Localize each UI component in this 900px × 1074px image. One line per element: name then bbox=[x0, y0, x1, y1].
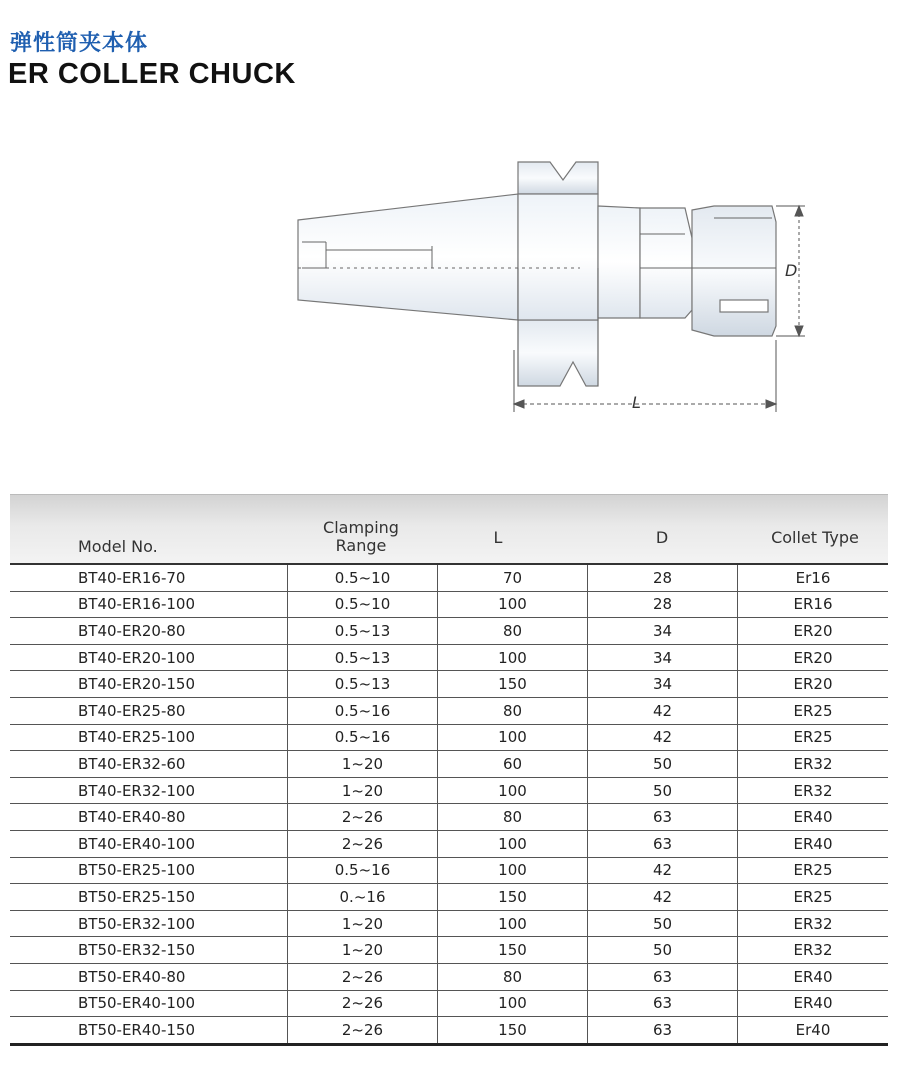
cell-collet-type: ER25 bbox=[737, 884, 888, 910]
cell-d: 28 bbox=[587, 592, 737, 618]
header-clamping-line1: Clamping bbox=[323, 518, 399, 537]
cell-clamping-range: 1~20 bbox=[287, 911, 437, 937]
header-d: D bbox=[655, 528, 669, 547]
cell-clamping-range: 2~26 bbox=[287, 991, 437, 1017]
cell-d: 50 bbox=[587, 937, 737, 963]
cell-d: 34 bbox=[587, 671, 737, 697]
cell-model: BT40-ER25-80 bbox=[78, 701, 186, 720]
table-row bbox=[10, 618, 888, 645]
table-row bbox=[10, 964, 888, 991]
table-row bbox=[10, 858, 888, 885]
chuck-drawing bbox=[280, 150, 820, 430]
cell-clamping-range: 1~20 bbox=[287, 751, 437, 777]
cell-model: BT40-ER20-80 bbox=[78, 621, 186, 640]
cell-collet-type: ER32 bbox=[737, 937, 888, 963]
cell-model: BT50-ER32-100 bbox=[78, 914, 195, 933]
cell-l: 100 bbox=[437, 831, 587, 857]
cell-l: 100 bbox=[437, 778, 587, 804]
cell-clamping-range: 0.5~13 bbox=[287, 645, 437, 671]
table-row bbox=[10, 725, 888, 752]
label-l: L bbox=[632, 393, 641, 412]
cell-d: 63 bbox=[587, 804, 737, 830]
cell-collet-type: ER25 bbox=[737, 698, 888, 724]
table-row bbox=[10, 645, 888, 672]
cell-clamping-range: 1~20 bbox=[287, 937, 437, 963]
cell-collet-type: ER40 bbox=[737, 964, 888, 990]
cell-model: BT50-ER25-150 bbox=[78, 887, 195, 906]
cell-l: 150 bbox=[437, 884, 587, 910]
table-row bbox=[10, 778, 888, 805]
cell-clamping-range: 2~26 bbox=[287, 831, 437, 857]
cell-model: BT50-ER40-100 bbox=[78, 994, 195, 1013]
cell-collet-type: ER32 bbox=[737, 911, 888, 937]
cell-model: BT40-ER20-100 bbox=[78, 648, 195, 667]
cell-l: 150 bbox=[437, 1017, 587, 1043]
cell-d: 34 bbox=[587, 618, 737, 644]
cell-model: BT50-ER32-150 bbox=[78, 941, 195, 960]
cell-model: BT40-ER32-60 bbox=[78, 754, 186, 773]
cell-collet-type: ER40 bbox=[737, 831, 888, 857]
cell-collet-type: ER20 bbox=[737, 671, 888, 697]
cell-d: 50 bbox=[587, 911, 737, 937]
cell-d: 42 bbox=[587, 858, 737, 884]
header-clamping-range bbox=[300, 519, 422, 555]
cell-l: 100 bbox=[437, 592, 587, 618]
cell-l: 70 bbox=[437, 565, 587, 591]
cell-collet-type: Er16 bbox=[737, 565, 888, 591]
table-row bbox=[10, 698, 888, 725]
cell-l: 100 bbox=[437, 911, 587, 937]
table-row bbox=[10, 911, 888, 938]
cell-clamping-range: 2~26 bbox=[287, 1017, 437, 1043]
header-l: L bbox=[493, 528, 503, 547]
cell-d: 63 bbox=[587, 1017, 737, 1043]
cell-l: 150 bbox=[437, 937, 587, 963]
cell-l: 80 bbox=[437, 698, 587, 724]
cell-d: 28 bbox=[587, 565, 737, 591]
table-header bbox=[10, 494, 888, 565]
table-row bbox=[10, 751, 888, 778]
table-row bbox=[10, 804, 888, 831]
cell-l: 150 bbox=[437, 671, 587, 697]
cell-model: BT40-ER40-100 bbox=[78, 834, 195, 853]
cell-model: BT40-ER16-70 bbox=[78, 568, 186, 587]
cell-d: 42 bbox=[587, 884, 737, 910]
cell-d: 42 bbox=[587, 725, 737, 751]
cell-clamping-range: 2~26 bbox=[287, 804, 437, 830]
cell-clamping-range: 0.5~10 bbox=[287, 592, 437, 618]
table-row bbox=[10, 831, 888, 858]
cell-model: BT50-ER40-80 bbox=[78, 967, 186, 986]
table-row bbox=[10, 991, 888, 1018]
cell-collet-type: Er40 bbox=[737, 1017, 888, 1043]
cell-collet-type: ER25 bbox=[737, 725, 888, 751]
cell-clamping-range: 1~20 bbox=[287, 778, 437, 804]
cell-clamping-range: 0.5~16 bbox=[287, 858, 437, 884]
cell-l: 80 bbox=[437, 804, 587, 830]
cell-model: BT50-ER40-150 bbox=[78, 1020, 195, 1039]
table-row bbox=[10, 1017, 888, 1046]
cell-model: BT40-ER20-150 bbox=[78, 675, 195, 694]
table-row bbox=[10, 937, 888, 964]
title-chinese: 弹性筒夹本体 bbox=[10, 31, 149, 56]
cell-l: 100 bbox=[437, 645, 587, 671]
cell-collet-type: ER32 bbox=[737, 778, 888, 804]
table-body bbox=[10, 565, 888, 1046]
cell-clamping-range: 0.5~13 bbox=[287, 618, 437, 644]
cell-clamping-range: 0.5~16 bbox=[287, 698, 437, 724]
cell-collet-type: ER16 bbox=[737, 592, 888, 618]
table-row bbox=[10, 884, 888, 911]
table-row bbox=[10, 592, 888, 619]
cell-l: 80 bbox=[437, 964, 587, 990]
cell-l: 100 bbox=[437, 858, 587, 884]
cell-model: BT40-ER25-100 bbox=[78, 728, 195, 747]
cell-l: 60 bbox=[437, 751, 587, 777]
cell-d: 63 bbox=[587, 991, 737, 1017]
cell-model: BT40-ER16-100 bbox=[78, 595, 195, 614]
cell-model: BT40-ER40-80 bbox=[78, 808, 186, 827]
cell-d: 63 bbox=[587, 964, 737, 990]
cell-clamping-range: 0.5~13 bbox=[287, 671, 437, 697]
cell-d: 63 bbox=[587, 831, 737, 857]
chuck-body bbox=[298, 162, 776, 386]
cell-model: BT40-ER32-100 bbox=[78, 781, 195, 800]
cell-collet-type: ER20 bbox=[737, 618, 888, 644]
cell-d: 50 bbox=[587, 751, 737, 777]
label-d: D bbox=[785, 261, 798, 280]
spec-table bbox=[10, 494, 888, 1046]
cell-d: 50 bbox=[587, 778, 737, 804]
cell-clamping-range: 0.5~10 bbox=[287, 565, 437, 591]
cell-clamping-range: 0.5~16 bbox=[287, 725, 437, 751]
cell-collet-type: ER20 bbox=[737, 645, 888, 671]
title-english: ER COLLER CHUCK bbox=[8, 58, 296, 90]
cell-l: 100 bbox=[437, 725, 587, 751]
cell-clamping-range: 0.~16 bbox=[287, 884, 437, 910]
cell-collet-type: ER32 bbox=[737, 751, 888, 777]
cell-model: BT50-ER25-100 bbox=[78, 861, 195, 880]
cell-l: 80 bbox=[437, 618, 587, 644]
table-row bbox=[10, 671, 888, 698]
cell-collet-type: ER40 bbox=[737, 991, 888, 1017]
cell-d: 42 bbox=[587, 698, 737, 724]
header-model: Model No. bbox=[78, 537, 158, 556]
cell-l: 100 bbox=[437, 991, 587, 1017]
cell-d: 34 bbox=[587, 645, 737, 671]
cell-collet-type: ER25 bbox=[737, 858, 888, 884]
header-clamping-line2: Range bbox=[335, 536, 387, 555]
table-row bbox=[10, 565, 888, 592]
cell-collet-type: ER40 bbox=[737, 804, 888, 830]
header-collet-type: Collet Type bbox=[771, 528, 859, 547]
cell-clamping-range: 2~26 bbox=[287, 964, 437, 990]
